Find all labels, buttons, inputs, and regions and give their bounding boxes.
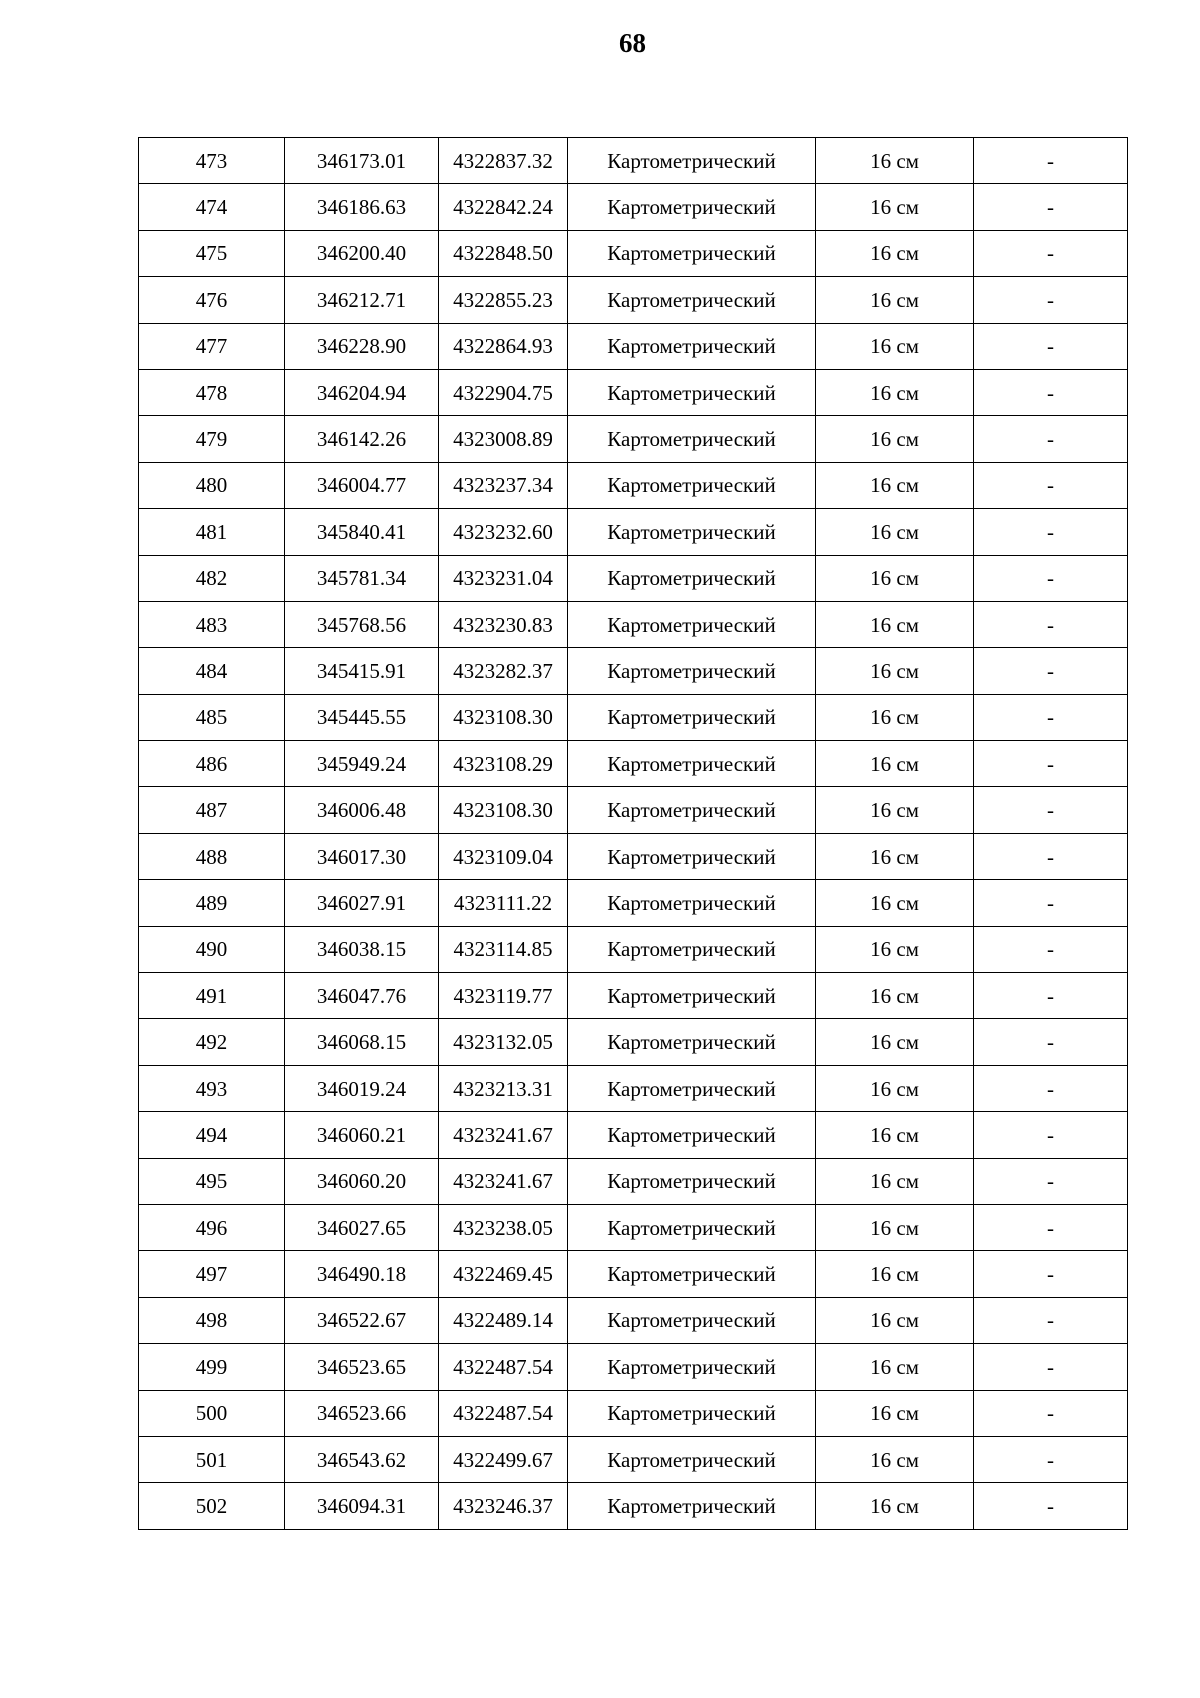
table-row bbox=[139, 323, 1128, 369]
x-coordinate-cell: 346543.62 bbox=[285, 1436, 439, 1482]
method-cell: Картометрический bbox=[568, 648, 816, 694]
description-cell: - bbox=[974, 926, 1128, 972]
method-cell: Картометрический bbox=[568, 833, 816, 879]
accuracy-cell: 16 см bbox=[816, 1344, 974, 1390]
accuracy-cell: 16 см bbox=[816, 184, 974, 230]
y-coordinate-cell: 4323108.30 bbox=[439, 694, 568, 740]
description-cell: - bbox=[974, 694, 1128, 740]
accuracy-cell: 16 см bbox=[816, 833, 974, 879]
x-coordinate-cell: 346060.20 bbox=[285, 1158, 439, 1204]
table-row bbox=[139, 1158, 1128, 1204]
point-number-cell: 485 bbox=[139, 694, 285, 740]
method-cell: Картометрический bbox=[568, 787, 816, 833]
accuracy-cell: 16 см bbox=[816, 1204, 974, 1250]
table-row bbox=[139, 1297, 1128, 1343]
y-coordinate-cell: 4323238.05 bbox=[439, 1204, 568, 1250]
table-row bbox=[139, 833, 1128, 879]
y-coordinate-cell: 4323230.83 bbox=[439, 601, 568, 647]
x-coordinate-cell: 346212.71 bbox=[285, 277, 439, 323]
description-cell: - bbox=[974, 787, 1128, 833]
x-coordinate-cell: 346006.48 bbox=[285, 787, 439, 833]
table-row bbox=[139, 880, 1128, 926]
table-row bbox=[139, 1251, 1128, 1297]
method-cell: Картометрический bbox=[568, 1112, 816, 1158]
y-coordinate-cell: 4323008.89 bbox=[439, 416, 568, 462]
point-number-cell: 492 bbox=[139, 1019, 285, 1065]
method-cell: Картометрический bbox=[568, 1344, 816, 1390]
description-cell: - bbox=[974, 648, 1128, 694]
accuracy-cell: 16 см bbox=[816, 648, 974, 694]
description-cell: - bbox=[974, 973, 1128, 1019]
y-coordinate-cell: 4322855.23 bbox=[439, 277, 568, 323]
table-row bbox=[139, 1019, 1128, 1065]
description-cell: - bbox=[974, 1344, 1128, 1390]
description-cell: - bbox=[974, 1483, 1128, 1529]
x-coordinate-cell: 345768.56 bbox=[285, 601, 439, 647]
y-coordinate-cell: 4323119.77 bbox=[439, 973, 568, 1019]
point-number-cell: 477 bbox=[139, 323, 285, 369]
description-cell: - bbox=[974, 601, 1128, 647]
description-cell: - bbox=[974, 1251, 1128, 1297]
description-cell: - bbox=[974, 369, 1128, 415]
method-cell: Картометрический bbox=[568, 880, 816, 926]
y-coordinate-cell: 4323241.67 bbox=[439, 1112, 568, 1158]
y-coordinate-cell: 4323231.04 bbox=[439, 555, 568, 601]
point-number-cell: 496 bbox=[139, 1204, 285, 1250]
method-cell: Картометрический bbox=[568, 1019, 816, 1065]
method-cell: Картометрический bbox=[568, 416, 816, 462]
x-coordinate-cell: 346142.26 bbox=[285, 416, 439, 462]
method-cell: Картометрический bbox=[568, 1436, 816, 1482]
x-coordinate-cell: 345781.34 bbox=[285, 555, 439, 601]
accuracy-cell: 16 см bbox=[816, 741, 974, 787]
method-cell: Картометрический bbox=[568, 1204, 816, 1250]
point-number-cell: 481 bbox=[139, 509, 285, 555]
point-number-cell: 480 bbox=[139, 462, 285, 508]
method-cell: Картометрический bbox=[568, 601, 816, 647]
point-number-cell: 476 bbox=[139, 277, 285, 323]
y-coordinate-cell: 4323114.85 bbox=[439, 926, 568, 972]
y-coordinate-cell: 4322837.32 bbox=[439, 138, 568, 184]
table-row bbox=[139, 416, 1128, 462]
y-coordinate-cell: 4322487.54 bbox=[439, 1344, 568, 1390]
y-coordinate-cell: 4322904.75 bbox=[439, 369, 568, 415]
y-coordinate-cell: 4323213.31 bbox=[439, 1065, 568, 1111]
y-coordinate-cell: 4322842.24 bbox=[439, 184, 568, 230]
point-number-cell: 490 bbox=[139, 926, 285, 972]
table-row bbox=[139, 509, 1128, 555]
y-coordinate-cell: 4323132.05 bbox=[439, 1019, 568, 1065]
y-coordinate-cell: 4323109.04 bbox=[439, 833, 568, 879]
accuracy-cell: 16 см bbox=[816, 1158, 974, 1204]
x-coordinate-cell: 346068.15 bbox=[285, 1019, 439, 1065]
point-number-cell: 502 bbox=[139, 1483, 285, 1529]
x-coordinate-cell: 346186.63 bbox=[285, 184, 439, 230]
point-number-cell: 489 bbox=[139, 880, 285, 926]
table-row bbox=[139, 973, 1128, 1019]
x-coordinate-cell: 346047.76 bbox=[285, 973, 439, 1019]
table-row bbox=[139, 694, 1128, 740]
table-row bbox=[139, 1483, 1128, 1529]
page-number: 68 bbox=[619, 28, 646, 58]
description-cell: - bbox=[974, 323, 1128, 369]
x-coordinate-cell: 346094.31 bbox=[285, 1483, 439, 1529]
method-cell: Картометрический bbox=[568, 230, 816, 276]
method-cell: Картометрический bbox=[568, 509, 816, 555]
table-row bbox=[139, 926, 1128, 972]
description-cell: - bbox=[974, 1204, 1128, 1250]
table-row bbox=[139, 369, 1128, 415]
accuracy-cell: 16 см bbox=[816, 1436, 974, 1482]
point-number-cell: 479 bbox=[139, 416, 285, 462]
y-coordinate-cell: 4323111.22 bbox=[439, 880, 568, 926]
accuracy-cell: 16 см bbox=[816, 416, 974, 462]
point-number-cell: 473 bbox=[139, 138, 285, 184]
accuracy-cell: 16 см bbox=[816, 880, 974, 926]
description-cell: - bbox=[974, 833, 1128, 879]
point-number-cell: 488 bbox=[139, 833, 285, 879]
accuracy-cell: 16 см bbox=[816, 1297, 974, 1343]
description-cell: - bbox=[974, 462, 1128, 508]
accuracy-cell: 16 см bbox=[816, 926, 974, 972]
y-coordinate-cell: 4322499.67 bbox=[439, 1436, 568, 1482]
method-cell: Картометрический bbox=[568, 1483, 816, 1529]
table-row bbox=[139, 462, 1128, 508]
x-coordinate-cell: 346228.90 bbox=[285, 323, 439, 369]
point-number-cell: 499 bbox=[139, 1344, 285, 1390]
y-coordinate-cell: 4322848.50 bbox=[439, 230, 568, 276]
method-cell: Картометрический bbox=[568, 1065, 816, 1111]
method-cell: Картометрический bbox=[568, 369, 816, 415]
point-number-cell: 491 bbox=[139, 973, 285, 1019]
point-number-cell: 494 bbox=[139, 1112, 285, 1158]
accuracy-cell: 16 см bbox=[816, 694, 974, 740]
description-cell: - bbox=[974, 230, 1128, 276]
accuracy-cell: 16 см bbox=[816, 369, 974, 415]
description-cell: - bbox=[974, 277, 1128, 323]
method-cell: Картометрический bbox=[568, 1251, 816, 1297]
description-cell: - bbox=[974, 741, 1128, 787]
point-number-cell: 497 bbox=[139, 1251, 285, 1297]
description-cell: - bbox=[974, 1297, 1128, 1343]
point-number-cell: 486 bbox=[139, 741, 285, 787]
x-coordinate-cell: 346017.30 bbox=[285, 833, 439, 879]
accuracy-cell: 16 см bbox=[816, 1390, 974, 1436]
table-row bbox=[139, 184, 1128, 230]
method-cell: Картометрический bbox=[568, 741, 816, 787]
point-number-cell: 474 bbox=[139, 184, 285, 230]
table-row bbox=[139, 1112, 1128, 1158]
y-coordinate-cell: 4323241.67 bbox=[439, 1158, 568, 1204]
accuracy-cell: 16 см bbox=[816, 1065, 974, 1111]
y-coordinate-cell: 4322489.14 bbox=[439, 1297, 568, 1343]
table-row bbox=[139, 277, 1128, 323]
method-cell: Картометрический bbox=[568, 184, 816, 230]
method-cell: Картометрический bbox=[568, 462, 816, 508]
accuracy-cell: 16 см bbox=[816, 323, 974, 369]
accuracy-cell: 16 см bbox=[816, 787, 974, 833]
point-number-cell: 475 bbox=[139, 230, 285, 276]
y-coordinate-cell: 4323232.60 bbox=[439, 509, 568, 555]
description-cell: - bbox=[974, 880, 1128, 926]
description-cell: - bbox=[974, 1065, 1128, 1111]
point-number-cell: 482 bbox=[139, 555, 285, 601]
point-number-cell: 493 bbox=[139, 1065, 285, 1111]
x-coordinate-cell: 346004.77 bbox=[285, 462, 439, 508]
x-coordinate-cell: 346173.01 bbox=[285, 138, 439, 184]
x-coordinate-cell: 346027.65 bbox=[285, 1204, 439, 1250]
x-coordinate-cell: 346027.91 bbox=[285, 880, 439, 926]
y-coordinate-cell: 4323237.34 bbox=[439, 462, 568, 508]
accuracy-cell: 16 см bbox=[816, 277, 974, 323]
x-coordinate-cell: 346522.67 bbox=[285, 1297, 439, 1343]
x-coordinate-cell: 346200.40 bbox=[285, 230, 439, 276]
description-cell: - bbox=[974, 1019, 1128, 1065]
point-number-cell: 483 bbox=[139, 601, 285, 647]
point-number-cell: 501 bbox=[139, 1436, 285, 1482]
description-cell: - bbox=[974, 416, 1128, 462]
description-cell: - bbox=[974, 138, 1128, 184]
method-cell: Картометрический bbox=[568, 973, 816, 1019]
x-coordinate-cell: 346204.94 bbox=[285, 369, 439, 415]
point-number-cell: 500 bbox=[139, 1390, 285, 1436]
description-cell: - bbox=[974, 184, 1128, 230]
table-row bbox=[139, 1344, 1128, 1390]
x-coordinate-cell: 346523.66 bbox=[285, 1390, 439, 1436]
accuracy-cell: 16 см bbox=[816, 1483, 974, 1529]
accuracy-cell: 16 см bbox=[816, 973, 974, 1019]
accuracy-cell: 16 см bbox=[816, 601, 974, 647]
x-coordinate-cell: 345840.41 bbox=[285, 509, 439, 555]
y-coordinate-cell: 4323108.30 bbox=[439, 787, 568, 833]
y-coordinate-cell: 4322487.54 bbox=[439, 1390, 568, 1436]
description-cell: - bbox=[974, 1436, 1128, 1482]
table-row bbox=[139, 648, 1128, 694]
accuracy-cell: 16 см bbox=[816, 1019, 974, 1065]
x-coordinate-cell: 346038.15 bbox=[285, 926, 439, 972]
accuracy-cell: 16 см bbox=[816, 230, 974, 276]
method-cell: Картометрический bbox=[568, 138, 816, 184]
method-cell: Картометрический bbox=[568, 926, 816, 972]
y-coordinate-cell: 4322469.45 bbox=[439, 1251, 568, 1297]
table-row bbox=[139, 555, 1128, 601]
table-row bbox=[139, 1390, 1128, 1436]
description-cell: - bbox=[974, 1390, 1128, 1436]
point-number-cell: 484 bbox=[139, 648, 285, 694]
y-coordinate-cell: 4322864.93 bbox=[439, 323, 568, 369]
accuracy-cell: 16 см bbox=[816, 509, 974, 555]
y-coordinate-cell: 4323282.37 bbox=[439, 648, 568, 694]
x-coordinate-cell: 346490.18 bbox=[285, 1251, 439, 1297]
method-cell: Картометрический bbox=[568, 694, 816, 740]
point-number-cell: 478 bbox=[139, 369, 285, 415]
description-cell: - bbox=[974, 1112, 1128, 1158]
x-coordinate-cell: 346019.24 bbox=[285, 1065, 439, 1111]
table-row bbox=[139, 601, 1128, 647]
x-coordinate-cell: 346060.21 bbox=[285, 1112, 439, 1158]
accuracy-cell: 16 см bbox=[816, 138, 974, 184]
x-coordinate-cell: 345949.24 bbox=[285, 741, 439, 787]
accuracy-cell: 16 см bbox=[816, 1251, 974, 1297]
coordinates-table bbox=[138, 137, 1128, 1530]
method-cell: Картометрический bbox=[568, 555, 816, 601]
x-coordinate-cell: 345445.55 bbox=[285, 694, 439, 740]
point-number-cell: 498 bbox=[139, 1297, 285, 1343]
method-cell: Картометрический bbox=[568, 323, 816, 369]
point-number-cell: 495 bbox=[139, 1158, 285, 1204]
description-cell: - bbox=[974, 555, 1128, 601]
coordinates-table-body bbox=[139, 138, 1128, 1530]
method-cell: Картометрический bbox=[568, 277, 816, 323]
y-coordinate-cell: 4323246.37 bbox=[439, 1483, 568, 1529]
accuracy-cell: 16 см bbox=[816, 1112, 974, 1158]
accuracy-cell: 16 см bbox=[816, 555, 974, 601]
table-row bbox=[139, 1436, 1128, 1482]
method-cell: Картометрический bbox=[568, 1390, 816, 1436]
table-row bbox=[139, 230, 1128, 276]
point-number-cell: 487 bbox=[139, 787, 285, 833]
table-row bbox=[139, 138, 1128, 184]
description-cell: - bbox=[974, 509, 1128, 555]
table-row bbox=[139, 1204, 1128, 1250]
method-cell: Картометрический bbox=[568, 1297, 816, 1343]
description-cell: - bbox=[974, 1158, 1128, 1204]
table-row bbox=[139, 787, 1128, 833]
table-row bbox=[139, 1065, 1128, 1111]
x-coordinate-cell: 345415.91 bbox=[285, 648, 439, 694]
table-row bbox=[139, 741, 1128, 787]
y-coordinate-cell: 4323108.29 bbox=[439, 741, 568, 787]
x-coordinate-cell: 346523.65 bbox=[285, 1344, 439, 1390]
accuracy-cell: 16 см bbox=[816, 462, 974, 508]
method-cell: Картометрический bbox=[568, 1158, 816, 1204]
